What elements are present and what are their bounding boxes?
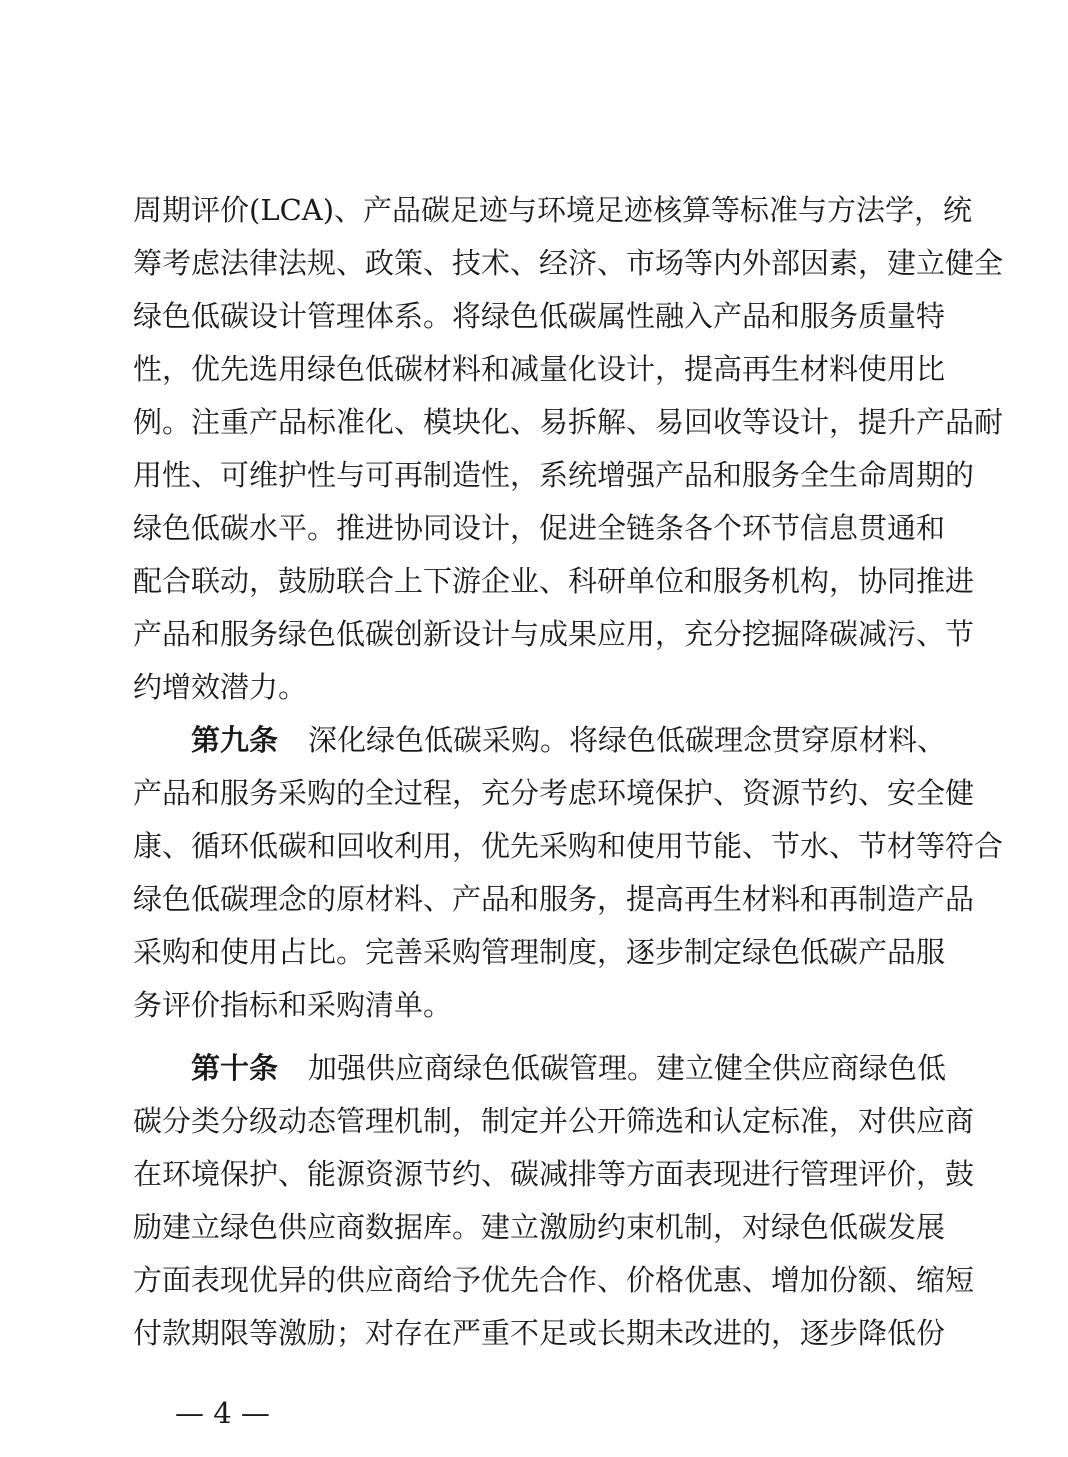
article-10-line: 付款期限等激励；对存在严重不足或长期未改进的，逐步降低份	[133, 1316, 946, 1350]
paragraph-1-line: 产品和服务绿色低碳创新设计与成果应用，充分挖掘降碳减污、节	[133, 617, 975, 651]
page-number: — 4 —	[175, 1396, 270, 1430]
paragraph-1-line: 绿色低碳水平。推进协同设计，促进全链条各个环节信息贯通和	[133, 511, 946, 545]
article-10-first-line	[191, 1048, 947, 1088]
article-9-line: 康、循环低碳和回收利用，优先采购和使用节能、节水、节材等符合	[133, 829, 1004, 863]
paragraph-1-line: 用性、可维护性与可再制造性，系统增强产品和服务全生命周期的	[133, 458, 975, 492]
paragraph-1-line: 约增效潜力。	[133, 670, 308, 704]
article-10-line: 在环境保护、能源资源节约、碳减排等方面表现进行管理评价，鼓	[133, 1157, 975, 1191]
article-9-line: 采购和使用占比。完善采购管理制度，逐步制定绿色低碳产品服	[133, 935, 946, 969]
article-10-line: 励建立绿色供应商数据库。建立激励约束机制，对绿色低碳发展	[133, 1210, 946, 1244]
article-9-line: 产品和服务采购的全过程，充分考虑环境保护、资源节约、安全健	[133, 776, 975, 810]
article-9-first-line-text: 深化绿色低碳采购。将绿色低碳理念贯穿原材料、	[308, 723, 947, 757]
paragraph-1-line: 周期评价(LCA)、产品碳足迹与环境足迹核算等标准与方法学，统	[133, 193, 973, 227]
article-9-line: 务评价指标和采购清单。	[133, 988, 453, 1022]
paragraph-1-line: 筹考虑法律法规、政策、技术、经济、市场等内外部因素，建立健全	[133, 246, 1004, 280]
article-9-heading: 第九条	[191, 723, 279, 757]
article-9-line: 绿色低碳理念的原材料、产品和服务，提高再生材料和再制造产品	[133, 882, 975, 916]
article-10-heading: 第十条	[191, 1051, 279, 1085]
paragraph-1-line: 绿色低碳设计管理体系。将绿色低碳属性融入产品和服务质量特	[133, 299, 946, 333]
article-10-line: 碳分类分级动态管理机制，制定并公开筛选和认定标准，对供应商	[133, 1104, 975, 1138]
article-9-first-line	[191, 720, 947, 760]
paragraph-1-line: 性，优先选用绿色低碳材料和减量化设计，提高再生材料使用比	[133, 352, 946, 386]
article-10-line: 方面表现优异的供应商给予优先合作、价格优惠、增加份额、缩短	[133, 1263, 975, 1297]
paragraph-1-line: 例。注重产品标准化、模块化、易拆解、易回收等设计，提升产品耐	[133, 405, 1004, 439]
paragraph-1-line: 配合联动，鼓励联合上下游企业、科研单位和服务机构，协同推进	[133, 564, 975, 598]
article-10-first-line-text: 加强供应商绿色低碳管理。建立健全供应商绿色低	[308, 1051, 947, 1085]
